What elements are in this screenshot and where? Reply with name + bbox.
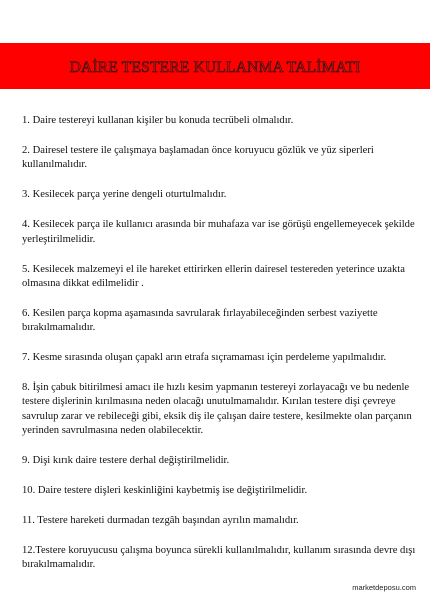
instruction-item-3: 3. Kesilecek parça yerine dengeli oturtulmalıdır. — [22, 189, 227, 201]
instruction-item-5: 5. Kesilecek malzemeyi el ile hareket ettirirken ellerin dairesel testereden yeterince uzakta olmasına dikkat edilmelidir . — [22, 263, 405, 289]
page-title: DAİRE TESTERE KULLANMA TALİMATI — [69, 59, 361, 76]
title-banner — [0, 43, 430, 89]
instruction-list — [22, 114, 417, 588]
instruction-item-6: 6. Kesilen parça kopma aşamasında savrularak fırlayabileceğinden serbest vaziyette bırakılmamalıdır. — [22, 307, 378, 334]
instruction-item-2: 2. Dairesel testere ile çalışmaya başlamadan önce koruyucu gözlük ve yüz siperleri kullanılmalıdır. — [22, 144, 374, 171]
instruction-item-1: 1. Daire testereyi kullanan kişiler bu konuda tecrübeli olmalıdır. — [22, 115, 294, 126]
instruction-item-11: 11. Testere hareketi durmadan tezgâh başından ayrılın mamalıdır. — [22, 514, 299, 526]
instruction-item-8: 8. İşin çabuk bitirilmesi amacı ile hızlı kesim yapmanın testereyi zorlayacağı ve bu nedenle testere dişlerinin kırılmasına neden olacağı unutulmamalıdır. Kırılan testere dişi çevreye savrulup zarar ve rebileceği gibi, eksik diş ile çalışan daire testere, kesilmekte olan parçanın yerinden savrulmasına neden olabilecektir. — [22, 382, 412, 436]
instruction-item-7: 7. Kesme sırasında oluşan çapakl arın etrafa sıçramaması için perdeleme yapılmalıdır. — [22, 352, 387, 364]
instruction-item-10: 10. Daire testere dişleri keskinliğini kaybetmiş ise değiştirilmelidir. — [22, 484, 308, 496]
instruction-item-12: 12.Testere koruyucusu çalışma boyunca sürekli kullanılmalıdır, kullanım sırasında devre dışı bırakılmamalıdır. — [22, 544, 416, 571]
instruction-item-4: 4. Kesilecek parça ile kullanıcı arasında bir muhafaza var ise görüşü engellemeyecek şekilde yerleştirilmelidir. — [22, 219, 415, 245]
instruction-item-9: 9. Dişi kırık daire testere derhal değiştirilmelidir. — [22, 454, 230, 466]
footer-brand: marketdeposu.com — [352, 583, 416, 592]
